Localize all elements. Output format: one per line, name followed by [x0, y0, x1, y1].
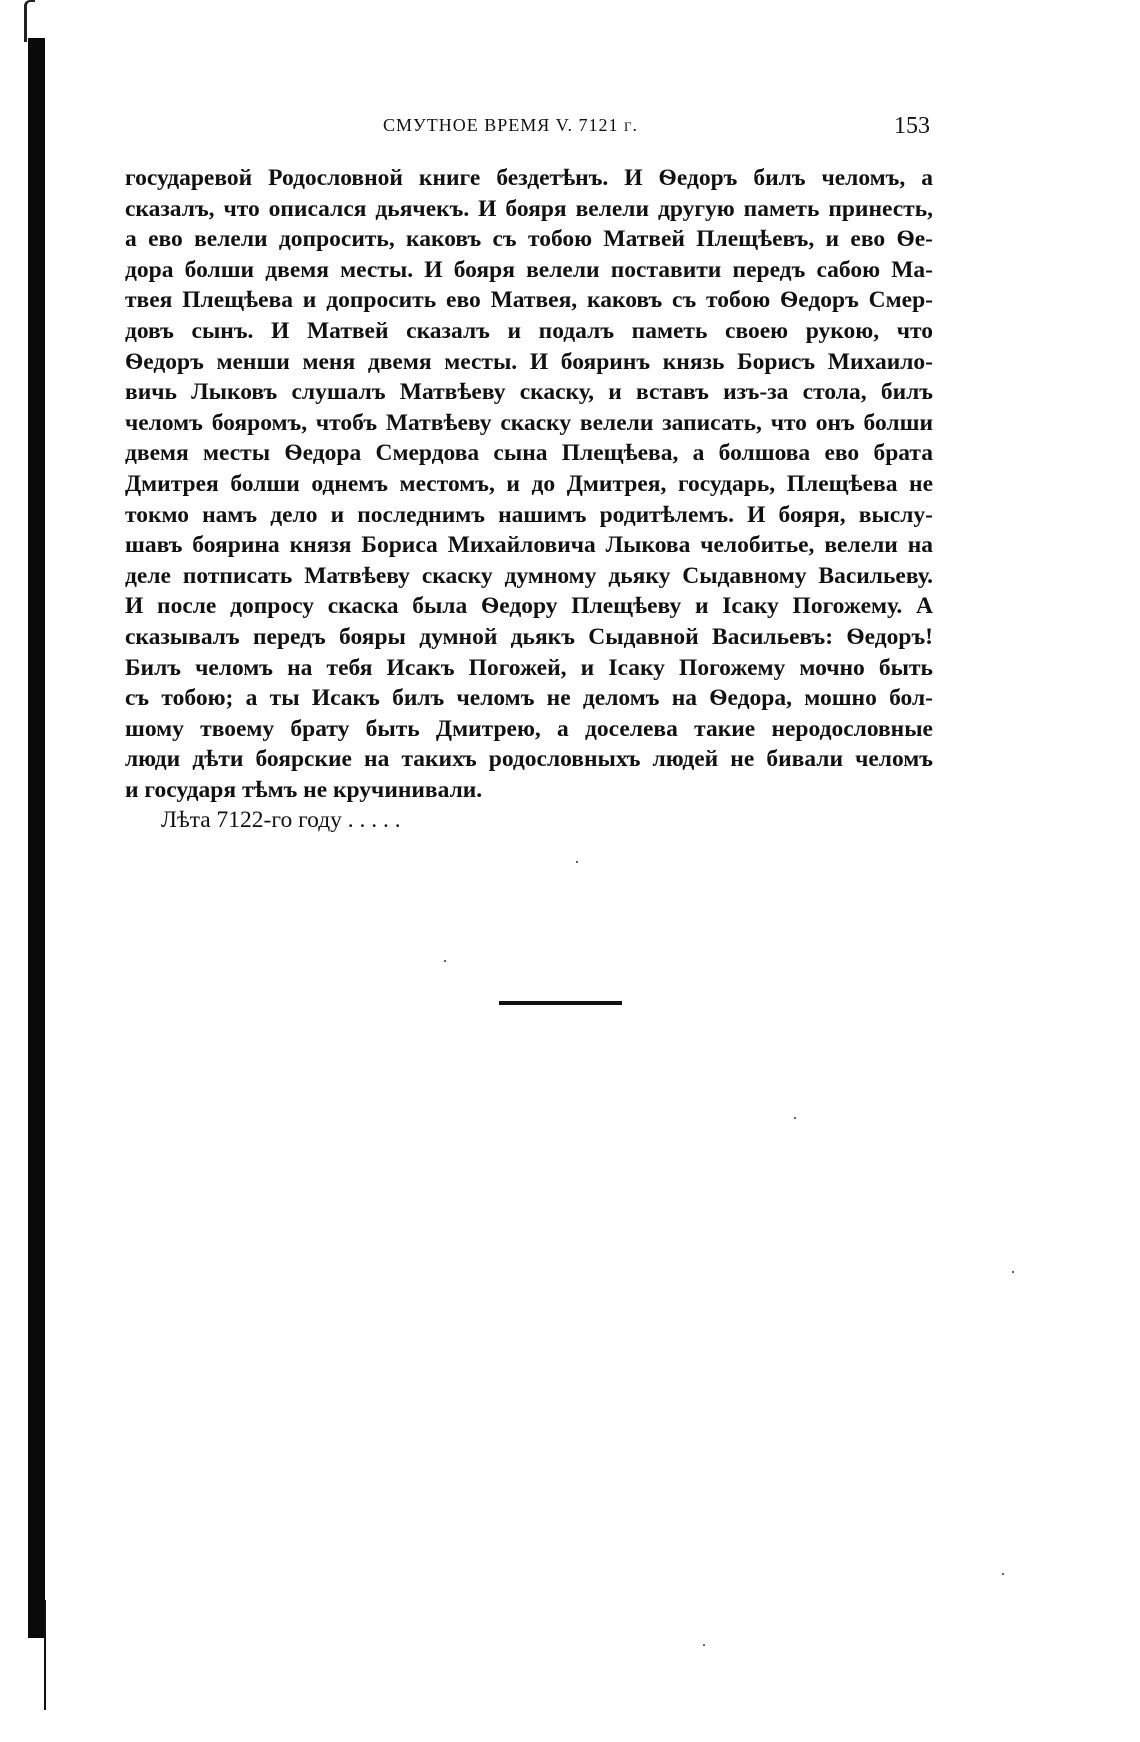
text-line: съ тобою; а ты Исакъ билъ челомъ не деломъ на Ѳедора, мошно бол-	[125, 685, 933, 712]
text-line: и государя тѣмъ не кручинивали.	[125, 776, 483, 803]
scan-speck	[444, 960, 446, 962]
binding-edge-tail	[44, 1600, 46, 1710]
text-line: Ѳедоръ менши меня двемя месты. И бояринъ князь Борисъ Михаило-	[125, 348, 933, 375]
text-line: твея Плещѣева и допросить ево Матвея, каковъ съ тобою Ѳедоръ Смер-	[125, 287, 933, 314]
text-line: челомъ бояромъ, чтобъ Матвѣеву скаску велели записать, что онъ болши	[125, 409, 933, 436]
binding-edge	[28, 38, 45, 1638]
running-head	[125, 115, 930, 147]
scan-speck	[576, 861, 578, 863]
scan-speck	[1012, 1271, 1014, 1273]
text-line: токмо намъ дело и последнимъ нашимъ родитѣлемъ. И бояря, выслу-	[125, 501, 933, 528]
page-number: 153	[894, 113, 930, 139]
text-line: люди дѣти боярские на такихъ родословныхъ людей не бивали челомъ	[125, 746, 933, 773]
scan-speck	[703, 1644, 705, 1646]
scan-speck	[1002, 1573, 1004, 1575]
text-line: шому твоему брату быть Дмитрею, а доселева такие неродословные	[125, 715, 933, 742]
binding-corner-mark	[24, 0, 35, 42]
text-line: вичь Лыковъ слушалъ Матвѣеву скаску, и вставъ изъ-за стола, билъ	[125, 379, 933, 406]
text-line: а ево велели допросить, каковъ съ тобою Матвей Плещѣевъ, и ево Ѳе-	[125, 226, 933, 253]
text-line: двемя месты Ѳедора Смердова сына Плещѣева, а болшова ево брата	[125, 440, 933, 467]
text-line: И после допросу скаска была Ѳедору Плещѣеву и Ісаку Погожему. А	[125, 593, 933, 620]
text-line: довъ сынъ. И Матвей сказалъ и подалъ паметь своею рукою, что	[125, 317, 933, 344]
text-line: дора болши двемя месты. И бояря велели поставити передъ сабою Ма-	[125, 256, 933, 283]
text-line: сказалъ, что описался дьячекъ. И бояря велели другую паметь принесть,	[125, 195, 933, 222]
text-line: деле потписать Матвѣеву скаску думному дьяку Сыдавному Васильеву.	[125, 562, 933, 589]
text-line: сказывалъ передъ бояры думной дьякъ Сыдавной Васильевъ: Ѳедоръ!	[125, 623, 933, 650]
closing-line: Лѣта 7122-го году . . . . .	[161, 807, 401, 834]
running-title: СМУТНОЕ ВРЕМЯ V. 7121 г.	[383, 115, 638, 135]
scan-speck	[794, 1117, 796, 1119]
section-end-rule	[499, 1001, 622, 1005]
body-text	[125, 163, 933, 836]
text-line: государевой Родословной книге бездетѣнъ. И Ѳедоръ билъ челомъ, а	[125, 165, 933, 191]
text-line: Билъ челомъ на тебя Исакъ Погожей, и Ісаку Погожему мочно быть	[125, 654, 933, 681]
text-line: шавъ боярина князя Бориса Михайловича Лыкова челобитье, велели на	[125, 532, 933, 559]
text-line: Дмитрея болши однемъ местомъ, и до Дмитрея, государь, Плещѣева не	[125, 470, 933, 497]
